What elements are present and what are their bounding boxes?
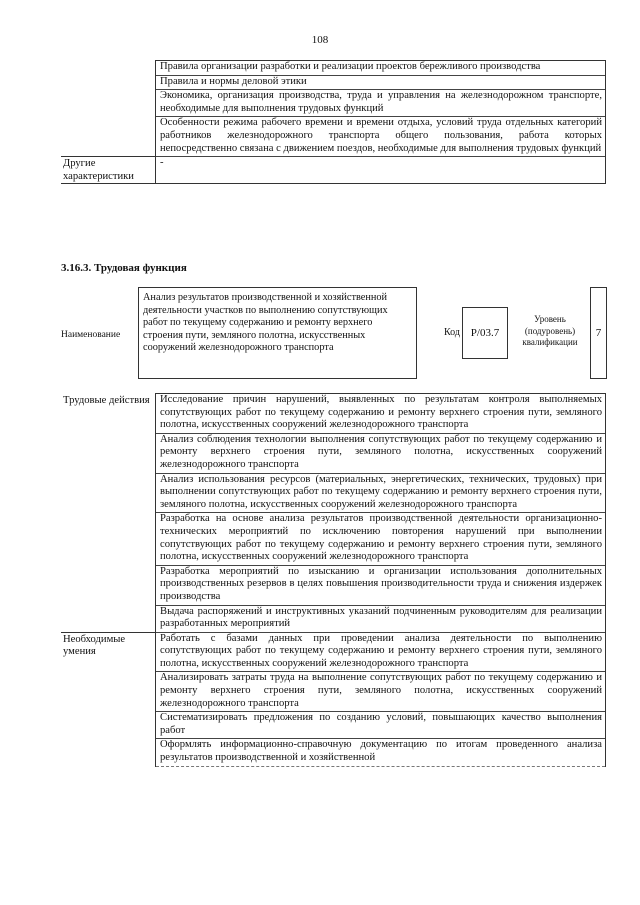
skill-item: Оформлять информационно-справочную документацию по итогам проведенного анализа результатов производственной и хозяйственной — [156, 739, 606, 766]
knowledge-table — [61, 60, 606, 184]
level-value-box: 7 — [590, 287, 607, 379]
knowledge-item: Особенности режима рабочего времени и времени отдыха, условий труда отдельных категорий работников железнодорожного транспорта общего пользования, работа которых непосредственно связана с движением поездов, необходимые для выполнения трудовых функций — [156, 117, 606, 157]
name-label: Наименование — [61, 330, 121, 340]
labor-action-item: Разработка на основе анализа результатов производственной деятельности организационно-технических мероприятий по исключению повторения нарушений при выполнении сопутствующих работ по текущему содержанию и ремонту верхнего строения пути, земляного полотна, искусственных сооружений железнодорожного транспорта — [156, 513, 606, 565]
knowledge-item: Экономика, организация производства, труда и управления на железнодорожном транспорте, необходимые для выполнения трудовых функций — [156, 90, 606, 117]
skill-item: Работать с базами данных при проведении анализа деятельности по выполнению сопутствующих работ по текущему содержанию и ремонту верхнего строения пути, земляного полотна, искусственных сооружений железнодорожного транспорта — [156, 632, 606, 672]
other-characteristics-value: - — [156, 157, 606, 184]
labor-action-item: Исследование причин нарушений, выявленных по результатам контроля выполняемых сопутствующих работ по текущему содержанию и ремонту верхнего строения пути, земляного полотна, искусственных сооружений железнодорожного транспорта — [156, 394, 606, 434]
knowledge-label-cell — [61, 61, 156, 76]
skill-item: Систематизировать предложения по созданию условий, повышающих качество выполнения работ — [156, 712, 606, 739]
labor-action-item: Анализ использования ресурсов (материальных, энергетических, технических, трудовых) при выполнении сопутствующих работ по текущему содержанию и ремонту верхнего строения пути, земляного полотна, искусственных сооружений железнодорожного транспорта — [156, 473, 606, 513]
labor-action-item: Выдача распоряжений и инструктивных указаний подчиненным руководителям для реализации разработанных мероприятий — [156, 605, 606, 632]
code-value-box: P/03.7 — [462, 307, 508, 359]
knowledge-item: Правила организации разработки и реализации проектов бережливого производства — [156, 61, 606, 76]
page-number: 108 — [311, 34, 329, 46]
labor-actions-label: Трудовые действия — [61, 394, 156, 434]
section-title: 3.16.3. Трудовая функция — [61, 262, 187, 274]
level-label: Уровень (подуровень) квалификации — [522, 314, 578, 347]
labor-action-item: Разработка мероприятий по изысканию и организации использования дополнительных производственных резервов в целях повышения производительности труда и снижения издержек производства — [156, 565, 606, 605]
code-label: Код — [444, 327, 460, 338]
labor-action-item: Анализ соблюдения технологии выполнения сопутствующих работ по текущему содержанию и ремонту верхнего строения пути, земляного полотна, искусственных сооружений железнодорожного транспорта — [156, 433, 606, 473]
labor-function-table — [61, 393, 606, 767]
skills-label: Необходимые умения — [61, 632, 156, 672]
skill-item: Анализировать затраты труда на выполнение сопутствующих работ по текущему содержанию и ремонту верхнего строения пути, земляного полотна, искусственных сооружений железнодорожного транспорта — [156, 672, 606, 712]
function-name-box: Анализ результатов производственной и хозяйственной деятельности участков по выполнению сопутствующих работ по текущему содержанию и ремонту верхнего строения пути, земляного полотна, искусственных сооружений железнодорожного транспорта — [138, 287, 417, 379]
knowledge-item: Правила и нормы деловой этики — [156, 75, 606, 90]
other-characteristics-label: Другие характеристики — [61, 157, 156, 184]
